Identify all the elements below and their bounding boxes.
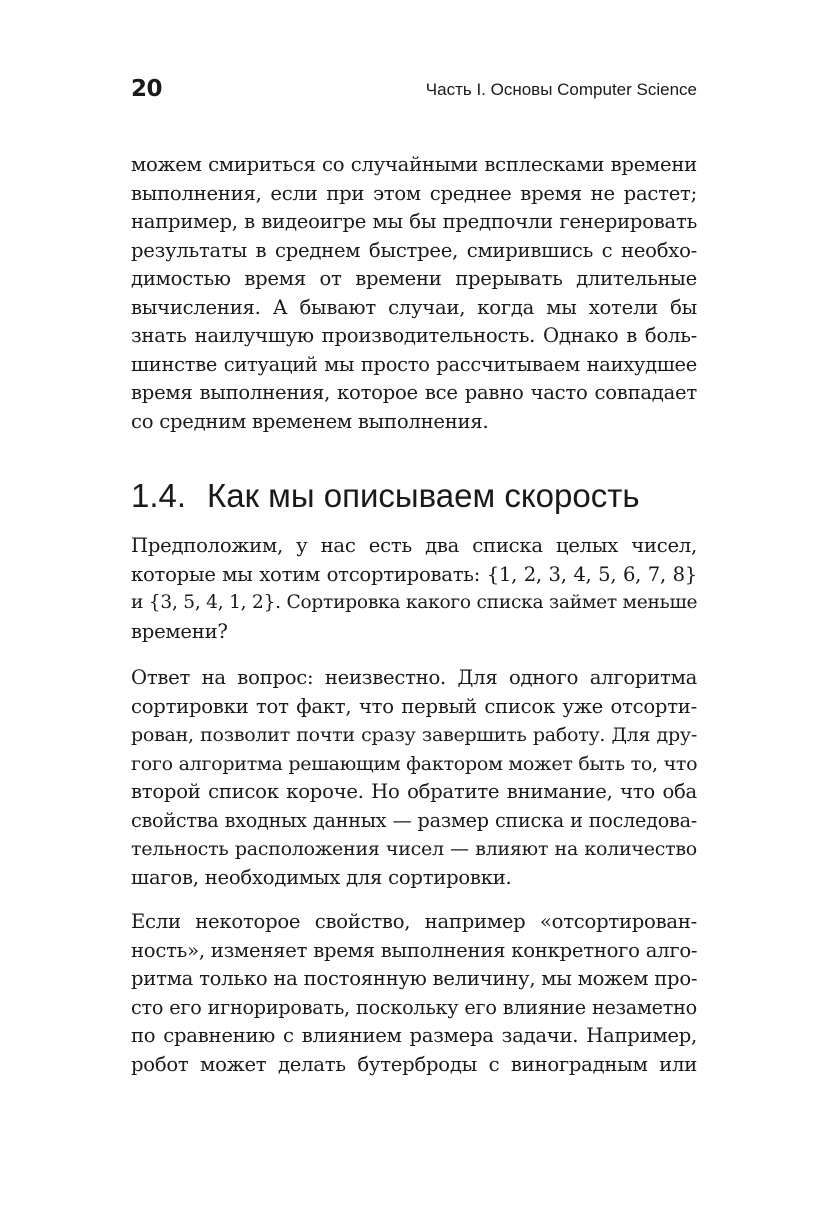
text-line: можем смириться со случайными всплесками времени [131,153,697,176]
text-line: рован, позволит почти сразу завершить работу. Для дру- [131,724,697,746]
text-line: тельность расположения чисел — влияют на количество [131,838,697,860]
text-line: со средним временем выполнения. [131,409,489,433]
paragraph-4 [131,908,697,1079]
page-header [131,74,697,106]
text-line: Ответ на вопрос: неизвестно. Для одного алгоритма [131,666,697,689]
text-line: димостью время от времени прерывать длительные [131,267,697,290]
text-line: ритма только на постоянную величину, мы можем про- [131,967,698,990]
text-line: гого алгоритма решающим фактором может быть то, что [131,752,698,775]
text-line: вычисления. А бывают случаи, когда мы хотели бы [131,295,697,319]
text-line: свойства входных данных — размер списка и последова- [131,808,697,832]
text-line: шинстве ситуаций мы просто рассчитываем наихудшее [131,352,697,376]
running-title: Часть I. Основы Computer Science [425,80,697,99]
text-line: выполнения, если при этом среднее время не растет; [131,181,697,205]
text-line: робот может делать бутерброды с виноградным или [131,1052,697,1076]
section-number: 1.4. [131,477,187,514]
text-line: шагов, необходимых для сортировки. [131,865,512,889]
section-title: Как мы описываем скорость [207,477,640,514]
text-line: результаты в среднем быстрее, смирившись с необхо- [131,238,697,262]
paragraph [131,151,697,436]
text-line: например, в видеоигре мы бы предпочли генерировать [131,210,697,233]
paragraph [131,908,697,1079]
text-line: Если некоторое свойство, например «отсортирован- [131,910,697,933]
text-line: которые мы хотим отсортировать: {1, 2, 3, 4, 5, 6, 7, 8} [131,562,697,586]
page-number: 20 [131,76,163,102]
text-line: времени? [131,619,228,643]
paragraph-2 [131,532,697,646]
text-line: сортировки тот факт, что первый список уже отсорти- [131,694,697,718]
text-line: и {3, 5, 4, 1, 2}. Сортировка какого списка займет меньше [131,592,698,613]
section-heading [131,476,697,516]
text-line: по сравнению с влиянием размера задачи. Например, [131,1024,697,1047]
paragraph-3 [131,664,697,892]
text-line: ность», изменяет время выполнения конкретного алго- [131,938,698,962]
text-line: время выполнения, которое все равно часто совпадает [131,381,697,404]
text-line: второй список короче. Но обратите внимание, что оба [131,780,697,803]
text-line: знать наилучшую производительность. Однако в боль- [131,324,697,347]
paragraph [131,664,697,892]
text-line: Предположим, у нас есть два списка целых чисел, [131,534,697,557]
paragraph [131,532,697,646]
paragraph-1 [131,151,697,436]
text-line: сто его игнорировать, поскольку его влияние незаметно [131,995,697,1019]
